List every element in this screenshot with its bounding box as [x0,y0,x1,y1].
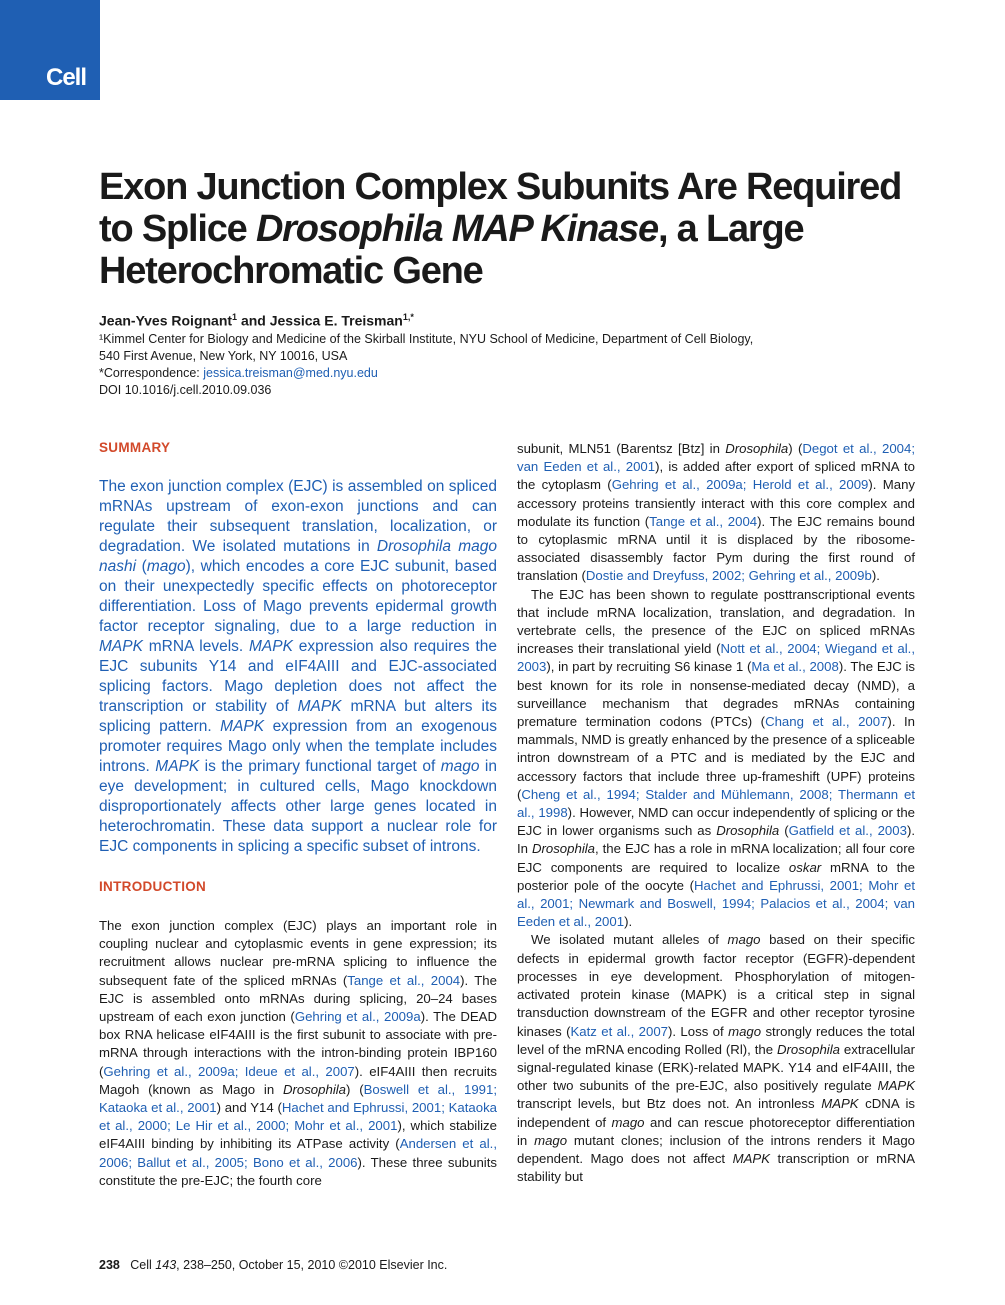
summary-heading: SUMMARY [99,440,171,455]
page-footer: 238 Cell 143, 238–250, October 15, 2010 ©2010 Elsevier Inc. [99,1258,448,1272]
right-column [517,440,915,1186]
introduction-heading: INTRODUCTION [99,879,207,894]
email-link[interactable]: jessica.treisman@med.nyu.edu [203,366,378,380]
cell-logo: Cell [0,0,100,100]
left-column [99,440,497,1190]
affiliation-block: ¹Kimmel Center for Biology and Medicine of the Skirball Institute, NYU School of Medicine, Department of Cell Biology, 540 First Avenue, New York, NY 10016, USA *Correspondence: jessica.treisman@med.nyu.edu DOI 10.1016/j.cell.2010.09.036 [99,332,754,397]
article-title: Exon Junction Complex Subunits Are Required to Splice Drosophila MAP Kinase, a Large Heterochromatic Gene [99,166,902,292]
summary-text: The exon junction complex (EJC) is assembled on spliced mRNAs upstream of exon-exon junctions and can regulate their subsequent translation, localization, or degradation. We isolated mutations in Drosophila mago nashi (mago), which encodes a core EJC subunit, based on their unexpectedly specific effects on photoreceptor differentiation. Loss of Mago prevents epidermal growth factor receptor signaling, due to a large reduction in MAPK mRNA levels. MAPK expression also requires the EJC subunits Y14 and eIF4AIII and EJC-associated splicing factors. Mago depletion does not affect the transcription or stability of MAPK mRNA but alters its splicing pattern. MAPK expression from an exogenous promoter requires Mago only when the template includes introns. MAPK is the primary functional target of mago in eye development; in cultured cells, Mago knockdown disproportionately affects other large genes located in heterochromatin. These data support a nuclear role for EJC components in splicing a specific subset of introns. [99,478,498,855]
intro-paragraph-3: We isolated mutant alleles of mago based on their specific defects in epidermal growth factor receptor (EGFR)-dependent processes in eye development. Phosphorylation of mitogen-activated protein kinase (MAPK) is a critical step in signal transduction downstream of the EGFR and other receptor tyrosine kinases (Katz et al., 2007). Loss of mago strongly reduces the total level of the mRNA encoding Rolled (Rl), the Drosophila extracellular signal-regulated kinase (ERK)-related MAPK. Y14 and eIF4AIII, the other two subunits of the pre-EJC, also positively regulate MAPK transcript levels, but Btz does not. An intronless MAPK cDNA is independent of mago and can rescue photoreceptor differentiation in mago mutant clones; inclusion of the introns renders it Mago dependent. Mago does not affect MAPK transcription or mRNA stability but [517,932,916,1185]
intro-paragraph-1-cont: subunit, MLN51 (Barentsz [Btz] in Drosophila) (Degot et al., 2004; van Eeden et al., 2001), is added after export of spliced mRNA to the cytoplasm (Gehring et al., 2009a; Herold et al., 2009). Many accessory proteins transiently interact with this core complex and modulate its function (Tange et al., 2004). The EJC remains bound to cytoplasmic mRNA until it is displaced by the ribosome-associated disassembly factor Pym during the first round of translation (Dostie and Dreyfuss, 2002; Gehring et al., 2009b). [517,441,916,584]
intro-paragraph-1: The exon junction complex (EJC) plays an important role in coupling nuclear and cytoplasmic events in gene expression; its recruitment allows nuclear pre-mRNA splicing to influence the subsequent fate of the spliced mRNAs (Tange et al., 2004). The EJC is assembled onto mRNAs during splicing, 20–24 bases upstream of each exon junction (Gehring et al., 2009a). The DEAD box RNA helicase eIF4AIII is the first subunit to associate with pre-mRNA through interactions with the intron-binding protein IBP160 (Gehring et al., 2009a; Ideue et al., 2007). eIF4AIII then recruits Magoh (known as Mago in Drosophila) (Boswell et al., 1991; Kataoka et al., 2001) and Y14 (Hachet and Ephrussi, 2001; Kataoka et al., 2000; Le Hir et al., 2000; Mohr et al., 2001), which stabilize eIF4AIII binding by inhibiting its ATPase activity (Andersen et al., 2006; Ballut et al., 2005; Bono et al., 2006). These three subunits constitute the pre-EJC; the fourth core [99,918,498,1188]
intro-paragraph-2: The EJC has been shown to regulate posttranscriptional events that include mRNA localization, translation, and degradation. In vertebrate cells, the presence of the EJC on spliced mRNAs increases their translational yield (Nott et al., 2004; Wiegand et al., 2003), in part by recruiting S6 kinase 1 (Ma et al., 2008). The EJC is best known for its role in nonsense-mediated decay (NMD), a surveillance mechanism that degrades mRNAs containing premature termination codons (PTCs) (Chang et al., 2007). In mammals, NMD is greatly enhanced by the presence of a spliceable intron downstream of a PTC and is mediated by the EJC and accessory factors that include three up-frameshift (UPF) proteins (Cheng et al., 1994; Stalder and Mühlemann, 2008; Thermann et al., 1998). However, NMD can occur independently of splicing or the EJC in lower organisms such as Drosophila (Gatfield et al., 2003). In Drosophila, the EJC has a role in mRNA localization; all four core EJC components are required to localize oskar mRNA to the posterior pole of the oocyte (Hachet and Ephrussi, 2001; Mohr et al., 2001; Newmark and Boswell, 1994; Palacios et al., 2004; van Eeden et al., 2001). [517,586,916,930]
author-list: Jean-Yves Roignant$^1$ and Jessica E. Treisman$^{1,*}$ [99,312,414,329]
